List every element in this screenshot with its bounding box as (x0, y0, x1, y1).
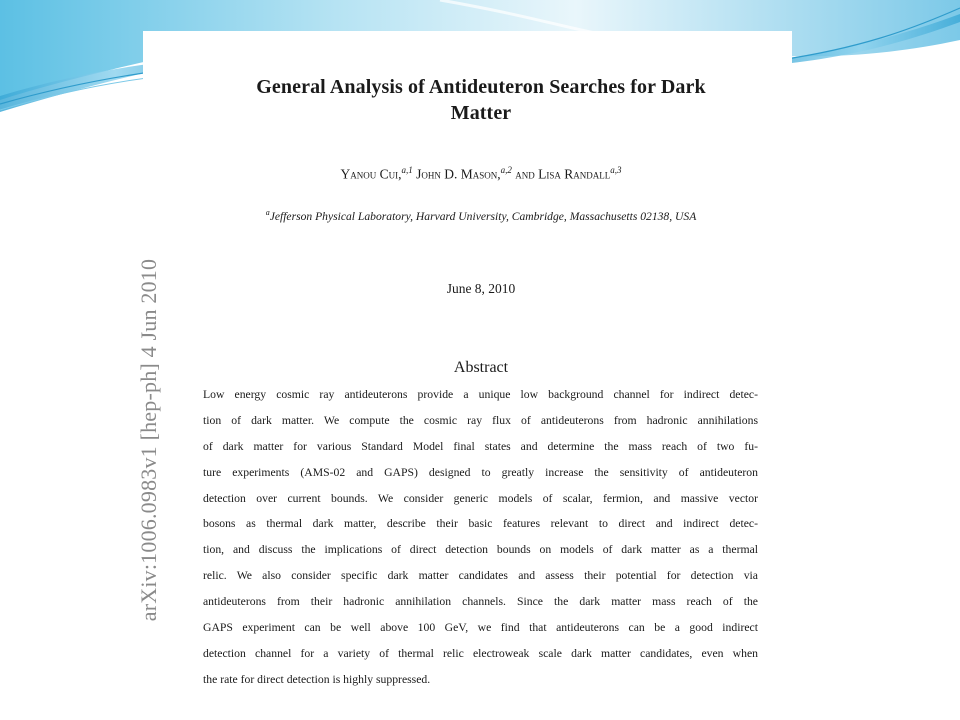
abstract-line: the rate for direct detection is highly suppressed. (203, 672, 431, 686)
abstract-body (203, 382, 758, 693)
author-conjunction: and (515, 166, 535, 182)
abstract-line: detection over current bounds. We consider generic models of scalar, fermion, and massive vector (203, 491, 758, 505)
paper-date: June 8, 2010 (446, 281, 516, 296)
affiliation-text: Jefferson Physical Laboratory, Harvard University, Cambridge, Massachusetts 02138, USA (269, 209, 697, 223)
abstract-line: bosons as thermal dark matter, describe their basic features relevant to direct and indirect detec- (203, 517, 758, 531)
abstract-line: ture experiments (AMS-02 and GAPS) designed to greatly increase the sensitivity of antideuteron (203, 465, 758, 479)
abstract-line: detection channel for a variety of thermal relic electroweak scale dark matter candidates, even when (203, 646, 758, 660)
affiliation-mark: a (265, 208, 270, 217)
paper-title (180, 74, 782, 126)
author-affiliation-mark: a,1 (401, 165, 413, 175)
abstract-line: tion of dark matter. We compute the cosmic ray flux of antideuterons from hadronic annihilations (203, 413, 758, 427)
author-name: John D. Mason, (416, 166, 501, 182)
author-affiliation (180, 208, 782, 223)
author-affiliation-mark: a,2 (500, 165, 512, 175)
abstract-line: relic. We also consider specific dark matter candidates and assess their potential for detection via (203, 569, 758, 583)
author-name: Yanou Cui, (340, 166, 402, 182)
paper-title-line-2: Matter (450, 102, 512, 124)
abstract-line: GAPS experiment can be well above 100 GeV, we find that antideuterons can be a good indirect (203, 621, 758, 635)
author-affiliation-mark: a,3 (610, 165, 622, 175)
abstract-heading: Abstract (453, 359, 509, 376)
author-list (180, 165, 782, 183)
author-name: Lisa Randall (538, 166, 611, 182)
abstract-line: of dark matter for various Standard Model final states and determine the mass reach of two fu- (203, 439, 758, 453)
paper-title-line-1: General Analysis of Antideuteron Searches for Dark (256, 76, 706, 98)
arxiv-identifier-stamp: arXiv:1006.0983v1 [hep-ph] 4 Jun 2010 (136, 258, 161, 622)
abstract-line: tion, and discuss the implications of direct detection bounds on models of dark matter as a thermal (203, 543, 758, 557)
abstract-line: antideuterons from their hadronic annihilation channels. Since the dark matter mass reach of the (203, 595, 758, 609)
abstract-line: Low energy cosmic ray antideuterons provide a unique low background channel for indirect detec- (203, 388, 758, 401)
